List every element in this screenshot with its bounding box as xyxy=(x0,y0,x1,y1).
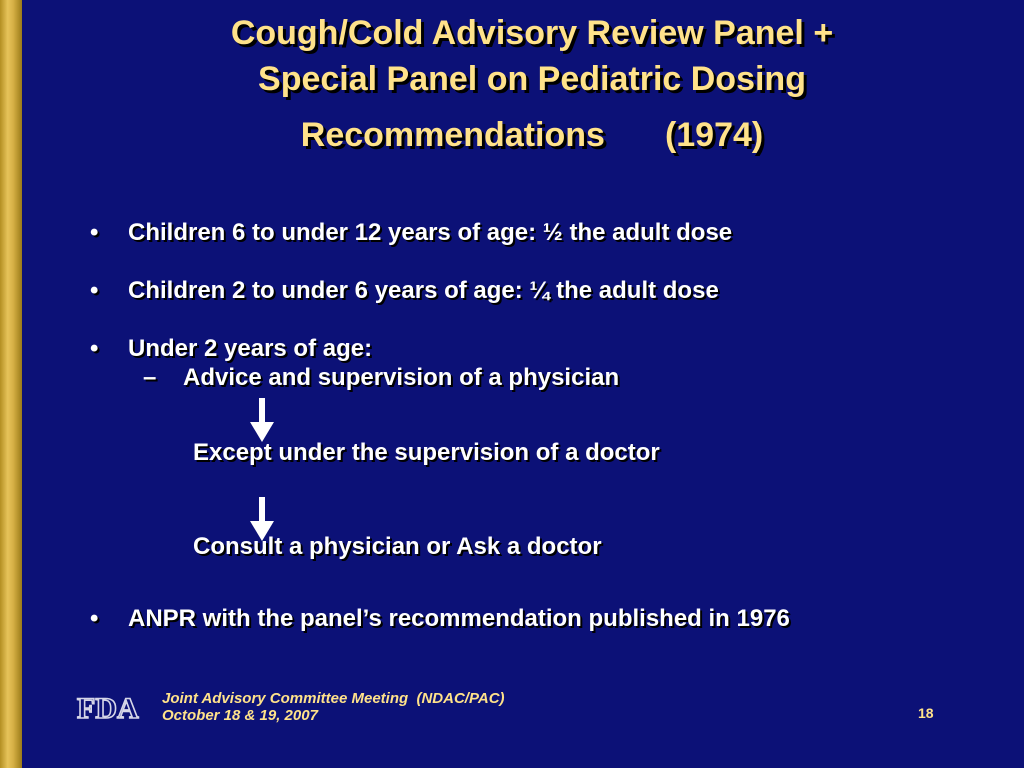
page-number: 18 xyxy=(918,705,934,721)
footer-meeting-name: Joint Advisory Committee Meeting (NDAC/PAC) xyxy=(162,690,505,707)
fda-logo xyxy=(75,692,153,722)
slide-title xyxy=(40,10,1024,158)
fda-logo-text: FDA xyxy=(77,692,139,722)
sub-bullet-item xyxy=(143,364,619,392)
footer-meeting-info xyxy=(162,690,505,724)
title-year: (1974) xyxy=(664,116,764,154)
change-note-2: Consult a physician or Ask a doctor xyxy=(193,533,602,560)
sub-bullet-dash: – xyxy=(143,364,157,391)
bullet-text: Children 2 to under 6 years of age: ¼ the adult dose xyxy=(128,277,719,304)
footer-meeting-date: October 18 & 19, 2007 xyxy=(162,707,318,724)
bullet-dot: • xyxy=(90,335,99,362)
title-recommendations: Recommendations xyxy=(300,116,605,154)
title-line-1: Cough/Cold Advisory Review Panel + xyxy=(230,14,834,52)
sub-bullet-text: Advice and supervision of a physician xyxy=(183,364,620,391)
bullet-item-1 xyxy=(90,219,732,247)
down-arrow-icon xyxy=(250,398,274,442)
title-line-3 xyxy=(40,112,1024,158)
change-note-1: Except under the supervision of a doctor xyxy=(193,439,660,466)
title-line-2: Special Panel on Pediatric Dosing xyxy=(258,60,806,98)
bullet-item-3 xyxy=(90,335,372,363)
bullet-text: ANPR with the panel’s recommendation published in 1976 xyxy=(128,605,790,632)
bullet-item-4 xyxy=(90,605,790,633)
bullet-text: Under 2 years of age: xyxy=(128,335,373,362)
bullet-text: Children 6 to under 12 years of age: ½ the adult dose xyxy=(128,219,733,246)
bullet-item-2 xyxy=(90,277,719,305)
bullet-dot: • xyxy=(90,219,99,246)
bullet-dot: • xyxy=(90,277,99,304)
bullet-dot: • xyxy=(90,605,99,632)
gold-side-bar xyxy=(0,0,22,768)
